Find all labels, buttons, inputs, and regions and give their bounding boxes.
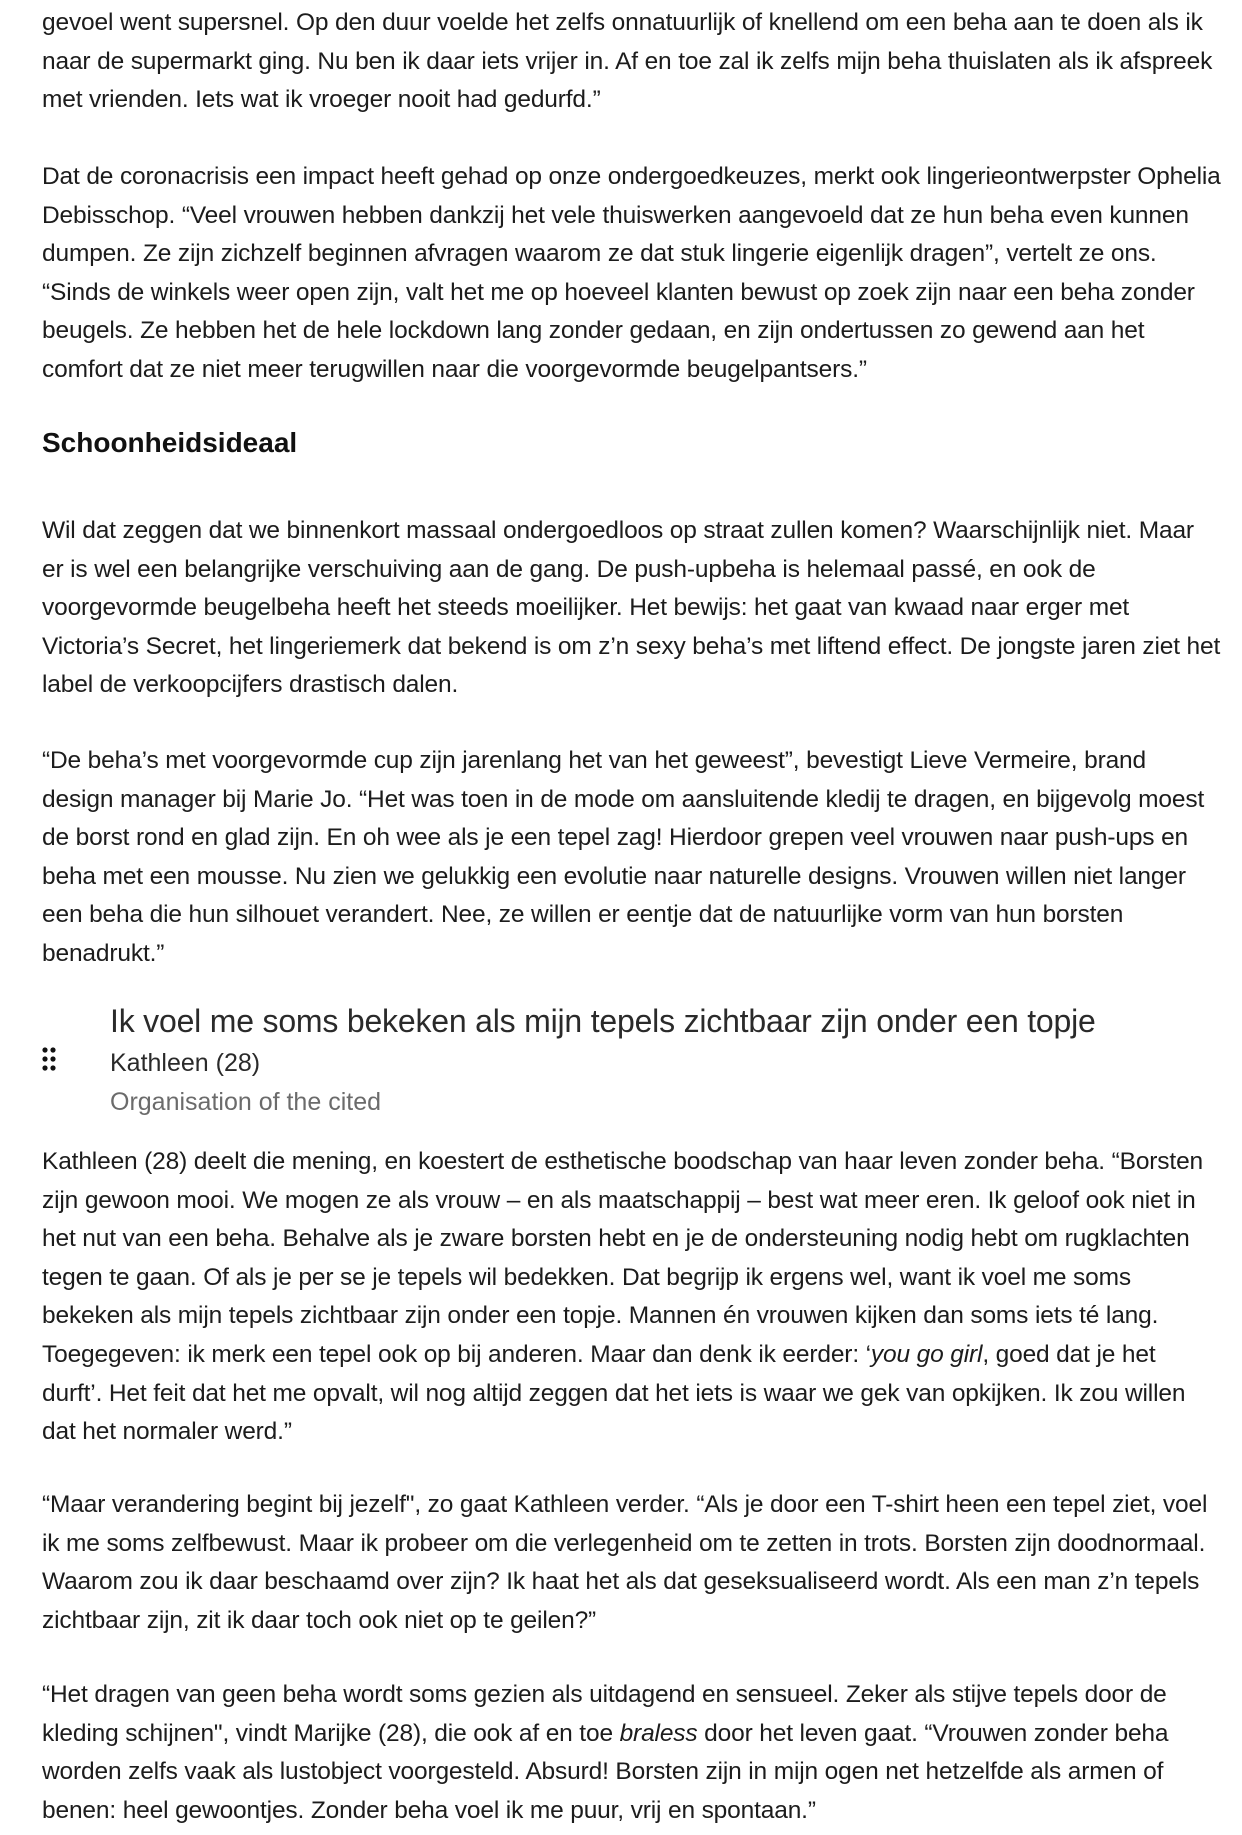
paragraph: Dat de coronacrisis een impact heeft gehad op onze ondergoedkeuzes, merkt ook lingerieontwerpster Ophelia Debisschop. “Veel vrouwen hebben dankzij het vele thuiswerken aangevoeld dat ze hun beha even kunnen dumpen. Ze zijn zichzelf beginnen afvragen waarom ze dat stuk lingerie eigenlijk dragen”, vertelt ze ons. “Sinds de winkels weer open zijn, valt het me op hoeveel klanten bewust op zoek zijn naar een beha zonder beugels. Ze hebben het de hele lockdown lang zonder gedaan, en zijn ondertussen zo gewend aan het comfort dat ze niet meer terugwillen naar die voorgevormde beugelpantsers.” [42, 163, 1221, 383]
paragraph: “De beha’s met voorgevormde cup zijn jarenlang het van het geweest”, bevestigt Lieve Vermeire, brand design manager bij Marie Jo. “Het was toen in de mode om aansluitende kledij te dragen, en bijgevolg moest de borst rond en glad zijn. En oh wee als je een tepel zag! Hierdoor grepen veel vrouwen naar push-ups en beha met een mousse. Nu zien we gelukkig een evolutie naar naturelle designs. Vrouwen willen niet langer een beha die hun silhouet verandert. Nee, ze willen er eentje dat de natuurlijke vorm van hun borsten benadrukt.” [42, 747, 1205, 967]
quote-text: Ik voel me soms bekeken als mijn tepels zichtbaar zijn onder een topje [110, 1003, 1096, 1039]
paragraph: gevoel went supersnel. Op den duur voelde het zelfs onnatuurlijk of knellend om een beha aan te doen als ik naar de supermarkt ging. Nu ben ik daar iets vrijer in. Af en toe zal ik zelfs mijn beha thuislaten als ik afspreek met vrienden. Iets wat ik vroeger nooit had gedurfd.” [42, 9, 1213, 114]
paragraph-text: “Het dragen van geen beha wordt soms gezien als uitdagend en sensueel. Zeker als stijve tepels door de kleding schijnen", vindt Marijke (28), die ook af en toe [42, 1681, 1167, 1747]
paragraph: Wil dat zeggen dat we binnenkort massaal ondergoedloos op straat zullen komen? Waarschijnlijk niet. Maar er is wel een belangrijke verschuiving aan de gang. De push-upbeha is helemaal passé, en ook de voorgevormde beugelbeha heeft het steeds moeilijker. Het bewijs: het gaat van kwaad naar erger met Victoria’s Secret, het lingeriemerk dat bekend is om z’n sexy beha’s met liftend effect. De jongste jaren ziet het label de verkoopcijfers drastisch dalen. [42, 517, 1221, 699]
paragraph: “Maar verandering begint bij jezelf", zo gaat Kathleen verder. “Als je door een T-shirt heen een tepel ziet, voel ik me soms zelfbewust. Maar ik probeer om die verlegenheid om te zetten in trots. Borsten zijn doodnormaal. Waarom zou ik daar beschaamd over zijn? Ik haat het als dat geseksualiseerd wordt. Als een man z’n tepels zichtbaar zijn, zit ik daar toch ook niet op te geilen?” [42, 1491, 1208, 1634]
paragraph-text: , goed dat je het durft’. Het feit dat het me opvalt, wil nog altijd zeggen dat het iets is waar we gek van opkijken. Ik zou willen dat het normaler werd.” [42, 1340, 1186, 1446]
italic-phrase: braless [619, 1719, 698, 1747]
quote-organisation: Organisation of the cited [110, 1088, 381, 1116]
pull-quote [42, 1000, 1222, 1120]
italic-phrase: you go girl [870, 1340, 983, 1368]
section-heading: Schoonheidsideaal [42, 427, 298, 458]
drag-handle-icon[interactable] [42, 1046, 56, 1072]
paragraph [42, 1143, 1222, 1452]
quote-author: Kathleen (28) [110, 1049, 261, 1077]
paragraph-text: Kathleen (28) deelt die mening, en koestert de esthetische boodschap van haar leven zonder beha. “Borsten zijn gewoon mooi. We mogen ze als vrouw – en als maatschappij – best wat meer eren. Ik geloof ook niet in het nut van een beha. Behalve als je zware borsten hebt en je de ondersteuning nodig hebt om rugklachten tegen te gaan. Of als je per se je tepels wil bedekken. Dat begrijp ik ergens wel, want ik voel me soms bekeken als mijn tepels zichtbaar zijn onder een topje. Mannen én vrouwen kijken dan soms iets té lang. Toegegeven: ik merk een tepel ook op bij anderen. Maar dan denk ik eerder: ‘ [42, 1148, 1204, 1368]
paragraph-text: door het leven gaat. “Vrouwen zonder beha worden zelfs vaak als lustobject voorgesteld. Absurd! Borsten zijn in mijn ogen net hetzelfde als armen of benen: heel gewoontjes. Zonder beha voel ik me puur, vrij en spontaan.” [42, 1719, 1169, 1824]
paragraph [42, 1676, 1222, 1830]
